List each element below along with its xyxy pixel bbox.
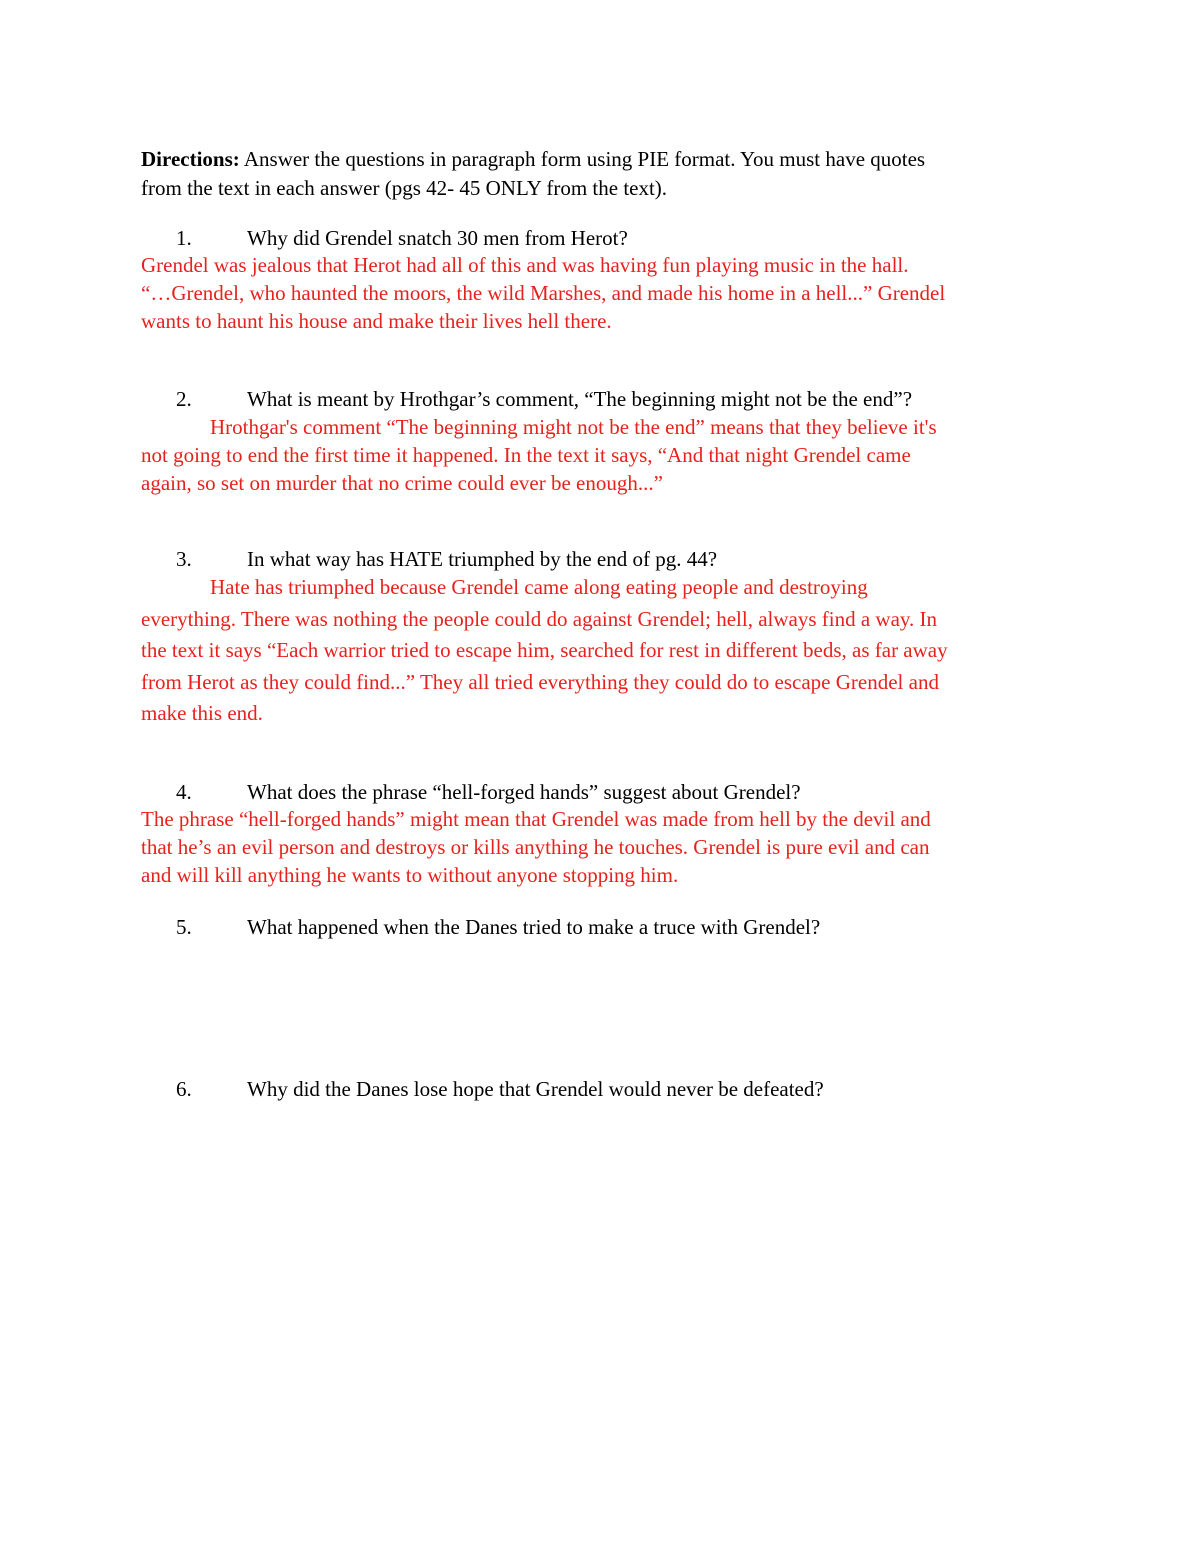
answer-line: Hate has triumphed because Grendel came along eating people and destroying <box>210 575 868 599</box>
answer-line: The phrase “hell-forged hands” might mean that Grendel was made from hell by the devil and <box>141 807 931 831</box>
question-2 <box>176 385 1076 413</box>
question-text: What happened when the Danes tried to make a truce with Grendel? <box>247 915 821 939</box>
question-number: 6. <box>176 1077 192 1101</box>
answer-line: the text it says “Each warrior tried to escape him, searched for rest in different beds, as far away <box>141 638 948 662</box>
question-text: What is meant by Hrothgar’s comment, “The beginning might not be the end”? <box>247 387 913 411</box>
answer-line: “…Grendel, who haunted the moors, the wild Marshes, and made his home in a hell...” Grendel <box>141 281 946 305</box>
question-number: 1. <box>176 226 192 250</box>
answer-line: and will kill anything he wants to without anyone stopping him. <box>141 863 679 887</box>
question-5 <box>176 913 1076 941</box>
answer-line: everything. There was nothing the people could do against Grendel; hell, always find a way. In <box>141 606 938 631</box>
question-1 <box>176 224 1076 252</box>
answer-line: wants to haunt his house and make their lives hell there. <box>141 309 612 333</box>
directions-text-line-1: Answer the questions in paragraph form using PIE format. You must have quotes <box>239 147 926 171</box>
answer-line: not going to end the first time it happened. In the text it says, “And that night Grendel came <box>141 443 911 467</box>
directions-label: Directions: <box>141 147 240 171</box>
question-number: 3. <box>176 547 192 571</box>
question-text: Why did the Danes lose hope that Grendel would never be defeated? <box>247 1077 824 1101</box>
question-text: Why did Grendel snatch 30 men from Herot? <box>247 226 628 250</box>
question-text: In what way has HATE triumphed by the end of pg. 44? <box>247 547 718 571</box>
directions-text-line-2: from the text in each answer (pgs 42- 45 ONLY from the text). <box>141 176 668 200</box>
question-number: 5. <box>176 915 192 939</box>
answer-line: from Herot as they could find...” They all tried everything they could do to escape Grendel and <box>141 669 939 694</box>
question-6 <box>176 1075 1076 1103</box>
answer-4 <box>141 805 1071 889</box>
question-4 <box>176 778 1076 806</box>
question-number: 4. <box>176 780 192 804</box>
answer-line: Hrothgar's comment “The beginning might not be the end” means that they believe it's <box>210 415 937 439</box>
question-text: What does the phrase “hell-forged hands” suggest about Grendel? <box>247 780 801 804</box>
answer-line: again, so set on murder that no crime could ever be enough...” <box>141 471 663 495</box>
question-3 <box>176 545 1076 573</box>
answer-line: that he’s an evil person and destroys or kills anything he touches. Grendel is pure evil and can <box>141 835 930 859</box>
answer-3 <box>141 572 1071 730</box>
directions-paragraph <box>141 145 1061 203</box>
answer-2 <box>141 413 1071 497</box>
answer-1 <box>141 251 1071 335</box>
answer-line: Grendel was jealous that Herot had all of this and was having fun playing music in the hall. <box>141 253 909 277</box>
question-number: 2. <box>176 387 192 411</box>
answer-line: make this end. <box>141 701 263 725</box>
